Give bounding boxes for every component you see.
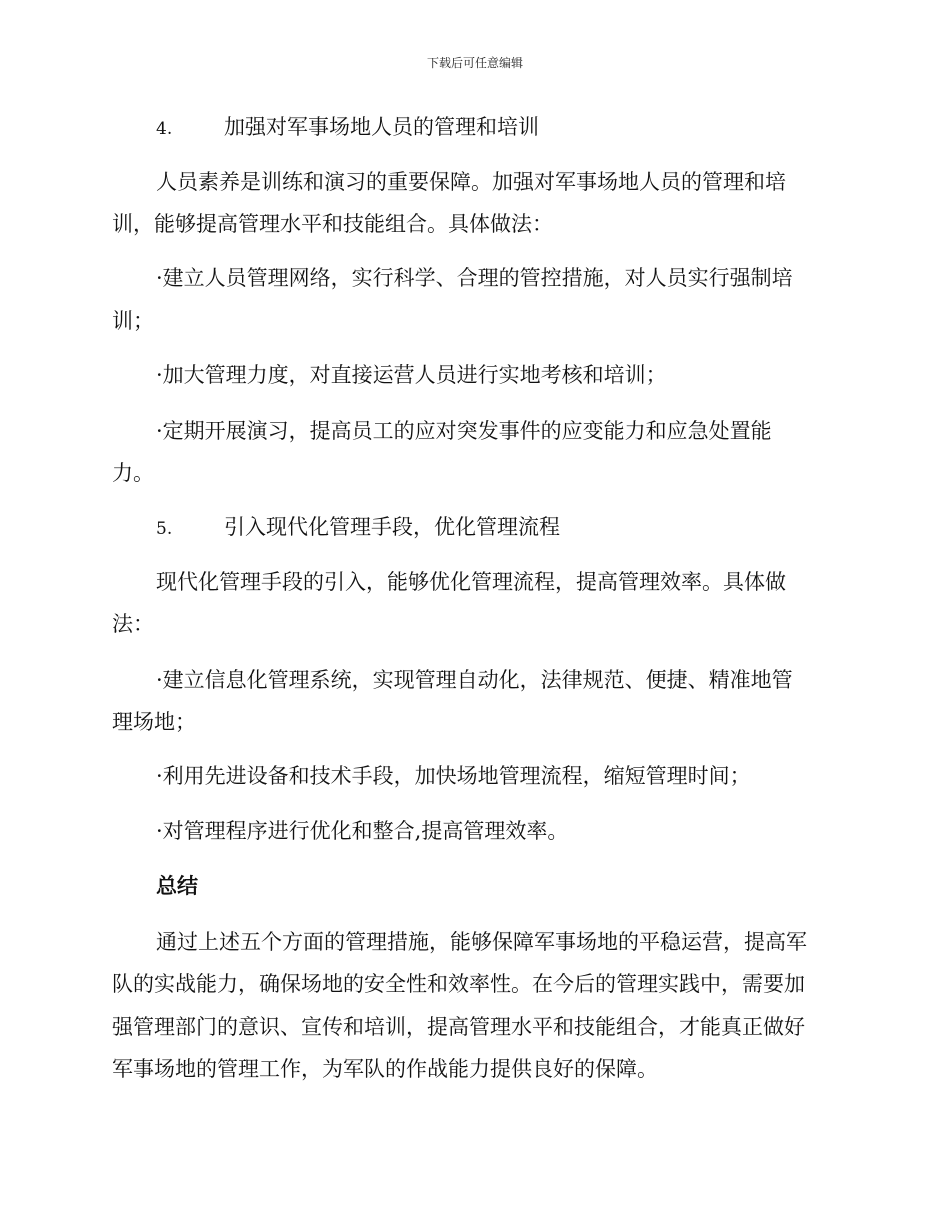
page-header: 下载后可任意编辑	[426, 56, 523, 70]
section-4-intro-line-2: 训，能够提高管理水平和技能组合。具体做法：	[112, 212, 553, 236]
section-5-bullet-1-line-2: 理场地；	[112, 710, 196, 734]
section-5-number: 5.	[156, 519, 173, 539]
section-4-bullet-1-line-2: 训；	[112, 309, 154, 333]
section-5-intro-line-1: 现代化管理手段的引入，能够优化管理流程，提高管理效率。具体做	[156, 570, 786, 594]
section-4-number: 4.	[156, 119, 173, 139]
section-5-bullet-2: ·利用先进设备和技术手段，加快场地管理流程，缩短管理时间；	[156, 764, 751, 788]
summary-line-1: 通过上述五个方面的管理措施，能够保障军事场地的平稳运营，提高军	[156, 930, 807, 954]
section-4-bullet-2: ·加大管理力度，对直接运营人员进行实地考核和培训；	[156, 363, 667, 387]
section-4-intro-line-1: 人员素养是训练和演习的重要保障。加强对军事场地人员的管理和培	[156, 170, 786, 194]
summary-line-3: 强管理部门的意识、宣传和培训，提高管理水平和技能组合，才能真正做好	[112, 1015, 805, 1039]
section-5-title: 引入现代化管理手段，优化管理流程	[224, 515, 560, 539]
section-5-bullet-3: ·对管理程序进行优化和整合,提高管理效率。	[156, 819, 569, 843]
section-5-bullet-1-line-1: ·建立信息化管理系统，实现管理自动化，法律规范、便捷、精准地管	[156, 668, 793, 692]
summary-line-2: 队的实战能力，确保场地的安全性和效率性。在今后的管理实践中，需要加	[112, 972, 805, 996]
section-4-bullet-3-line-2: 力。	[112, 461, 154, 485]
summary-title: 总结	[156, 873, 198, 898]
section-4-bullet-1-line-1: ·建立人员管理网络，实行科学、合理的管控措施，对人员实行强制培	[156, 266, 793, 290]
section-5-heading	[156, 507, 560, 549]
summary-line-4: 军事场地的管理工作，为军队的作战能力提供良好的保障。	[112, 1057, 658, 1081]
section-4-title: 加强对军事场地人员的管理和培训	[224, 115, 539, 139]
section-4-bullet-3-line-1: ·定期开展演习，提高员工的应对突发事件的应变能力和应急处置能	[156, 419, 772, 443]
section-4-heading	[156, 107, 539, 149]
section-5-intro-line-2: 法：	[112, 612, 154, 636]
